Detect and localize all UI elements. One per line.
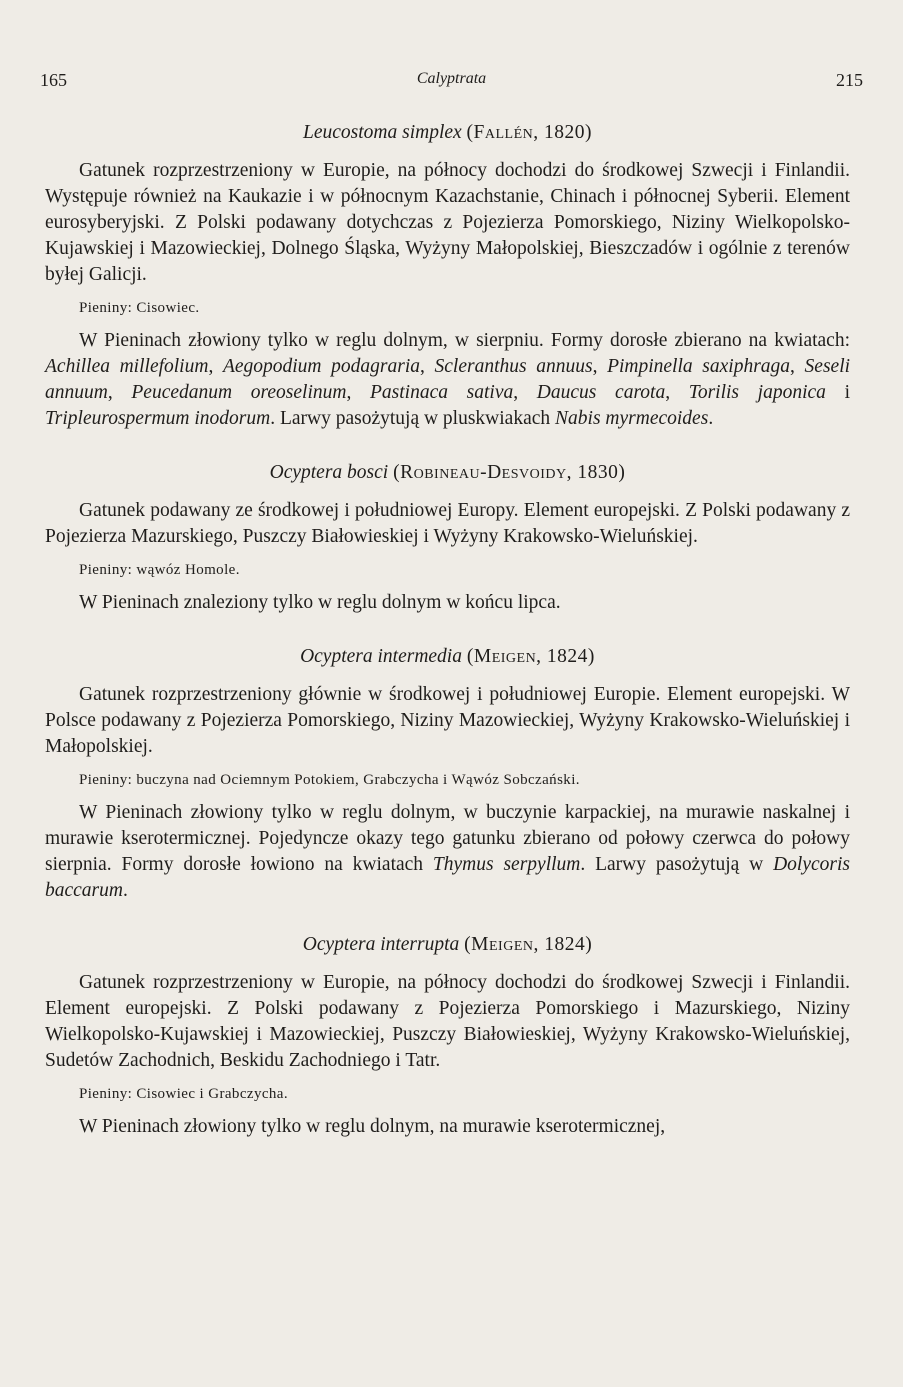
taxon-name: Pimpinella saxiphraga [607, 356, 791, 377]
species-description: Gatunek rozprzestrzeniony w Europie, na północy dochodzi do środkowej Szwecji i Finlandii. Występuje również na Kaukazie i w północnym Kazachstanie, Chinach i północnej Syberii. Element eurosyberyjski. Z Polski podawany dotychczas z Pojezierza Pomorskiego, Niziny Wielkopolsko-Kujawskiej i Mazowieckiej, Dolnego Śląska, Wyżyny Małopolskiej, Bieszczadów i ogólnie z terenów byłej Galicji. [45, 160, 850, 285]
species-author: (Meigen, 1824) [466, 646, 595, 667]
observation-text: W Pieninach złowiony tylko w reglu dolnym, na murawie kserotermicznej, [79, 1116, 666, 1137]
species-entry [45, 120, 850, 432]
species-entry [45, 460, 850, 616]
observation-text: , [346, 382, 370, 403]
observation-paragraph [45, 1114, 850, 1140]
species-name: Ocyptera bosci [269, 462, 389, 483]
locality-line: Pieniny: wąwóz Homole. [79, 562, 240, 578]
taxon-name: Nabis myrmecoides [555, 408, 709, 429]
page-number: 215 [836, 70, 863, 90]
observation-text: , [208, 356, 223, 377]
taxon-name: Dolycoris baccarum [45, 854, 850, 901]
species-description: Gatunek rozprzestrzeniony w Europie, na północy dochodzi do środkowej Szwecji i Finlandii. Element europejski. Z Polski podawany z Pojezierza Pomorskiego i Mazurskiego, Niziny Wielkopolsko-Kujawskiej i Mazowieckiej, Puszczy Białowieskiej, Wyżyny Krakowsko-Wieluńskiej, Sudetów Zachodnich, Beskidu Zachodniego i Tatr. [45, 972, 850, 1071]
species-heading [45, 932, 850, 958]
species-name: Ocyptera interrupta [302, 934, 460, 955]
species-heading [45, 644, 850, 670]
running-title: Calyptrata [416, 70, 487, 87]
locality-line: Pieniny: Cisowiec. [79, 300, 200, 316]
species-author: (Meigen, 1824) [464, 934, 593, 955]
taxon-name: Aegopodium podagraria [222, 356, 420, 377]
locality-line: Pieniny: Cisowiec i Grabczycha. [79, 1086, 289, 1102]
species-heading [45, 120, 850, 146]
taxon-name: Pastinaca sativa [370, 382, 514, 403]
observation-text: W Pieninach znaleziony tylko w reglu dolnym w końcu lipca. [79, 592, 561, 613]
observation-text: , [665, 382, 689, 403]
observation-text: , [107, 382, 132, 403]
observation-paragraph [45, 800, 850, 904]
observation-text: . [708, 408, 714, 429]
observation-paragraph [45, 328, 850, 432]
main-text [45, 120, 850, 1140]
taxon-name: Peucedanum oreoselinum [131, 382, 347, 403]
page-header [40, 70, 863, 96]
taxon-name: Tripleurospermum inodorum [45, 408, 271, 429]
observation-text: W Pieninach złowiony tylko w reglu dolnym, w sierpniu. Formy dorosłe zbierano na kwiatach: [79, 330, 850, 351]
species-name: Ocyptera intermedia [300, 646, 462, 667]
observation-text: . [122, 880, 128, 901]
observation-text: , [513, 382, 537, 403]
taxon-name: Scleranthus annuus [434, 356, 593, 377]
species-description: Gatunek rozprzestrzeniony głównie w środkowej i południowej Europie. Element europejski. W Polsce podawany z Pojezierza Pomorskiego, Niziny Mazowieckiej, Wyżyny Krakowsko-Wieluńskiej i Małopolskiej. [45, 684, 850, 757]
running-number-left: 165 [40, 70, 67, 90]
locality-line: Pieniny: buczyna nad Ociemnym Potokiem, Grabczycha i Wąwóz Sobczański. [79, 772, 580, 788]
taxon-name: Seseli annuum [45, 356, 851, 403]
taxon-name: Thymus serpyllum [432, 854, 581, 875]
observation-text: , [790, 356, 805, 377]
species-heading [45, 460, 850, 486]
taxon-name: Achillea millefolium [45, 356, 209, 377]
observation-text: . Larwy pasożytują w pluskwiakach [270, 408, 556, 429]
observation-paragraph [45, 590, 850, 616]
species-author: (Robineau-Desvoidy, 1830) [393, 462, 626, 483]
observation-text: i [825, 382, 851, 403]
observation-text: , [592, 356, 608, 377]
observation-text: , [420, 356, 435, 377]
species-name: Leucostoma simplex [302, 122, 462, 143]
observation-text: . Larwy pasożytują w [580, 854, 774, 875]
species-entry [45, 644, 850, 904]
species-entry [45, 932, 850, 1140]
taxon-name: Torilis japonica [688, 382, 826, 403]
species-description: Gatunek podawany ze środkowej i południowej Europy. Element europejski. Z Polski podawany z Pojezierza Mazurskiego, Puszczy Białowieskiej i Wyżyny Krakowsko-Wieluńskiej. [45, 500, 850, 547]
taxon-name: Daucus carota [536, 382, 666, 403]
species-author: (Fallén, 1820) [466, 122, 593, 143]
observation-text: W Pieninach złowiony tylko w reglu dolnym, w buczynie karpackiej, na murawie naskalnej i murawie kserotermicznej. Pojedyncze okazy tego gatunku zbierano od połowy czerwca do połowy sierpnia. Formy dorosłe łowiono na kwiatach [45, 802, 850, 875]
